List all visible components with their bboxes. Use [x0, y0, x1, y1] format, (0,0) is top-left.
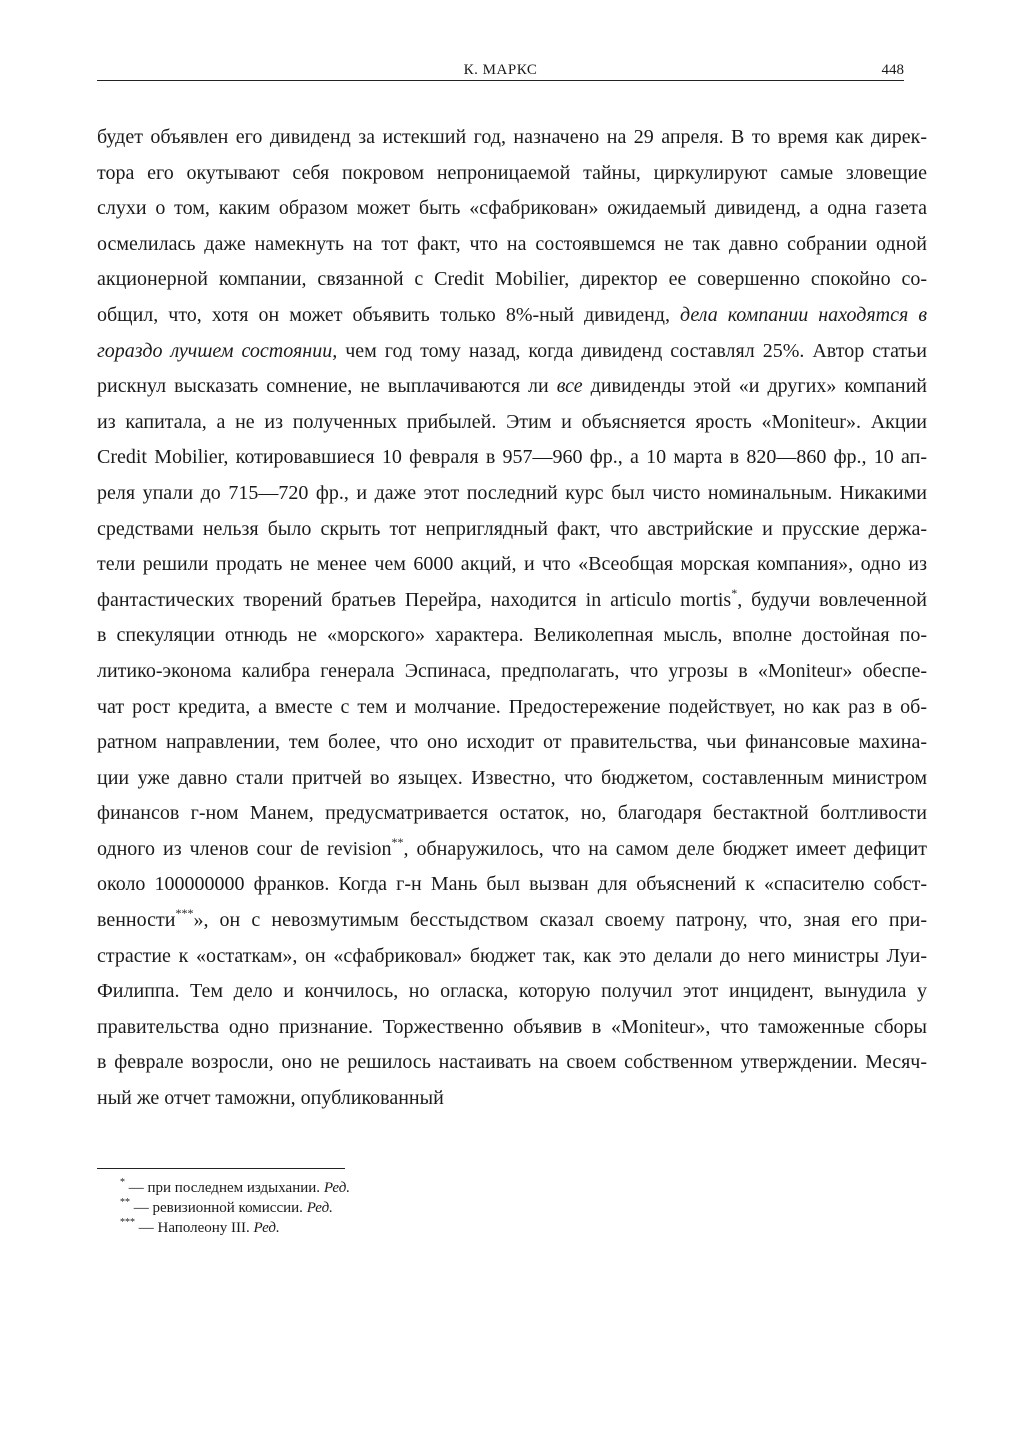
text-line — [97, 832, 927, 868]
text-line: будет объявлен его дивиденд за истекший год, назначено на 29 апреля. В то время как дирек- — [97, 126, 927, 148]
header-title: К. МАРКС — [463, 62, 538, 78]
footnote — [120, 1198, 350, 1218]
text-line: из капитала, а не из полученных прибылей. Этим и объясняется ярость «Moniteur». Акции — [97, 410, 927, 433]
text-line: тели решили продать не менее чем 6000 акций, и что «Всеобщая морская компания», одно из — [97, 553, 927, 576]
text-line: осмелилась даже намекнуть на тот факт, что на состоявшемся не так давно собрании одной — [97, 232, 927, 255]
page-number: 448 — [881, 62, 904, 78]
text-line: реля упали до 715—720 фр., и даже этот последний курс был чисто номинальным. Никакими — [97, 481, 927, 504]
text-segment: фантастических творений братьев Перейра, находится in articulo mortis — [97, 588, 732, 611]
text-line: в спекуляции отнюдь не «морского» характера. Великолепная мысль, вполне достойная по- — [97, 624, 927, 647]
footnote-text: — при последнем издыхании. — [125, 1180, 324, 1196]
text-line: тора его окутывают себя покровом непроницаемой тайны, циркулируют самые зловещие — [97, 161, 927, 184]
footnote-marker: *** — [175, 906, 194, 921]
text-line: средствами нельзя было скрыть тот неприглядный факт, что австрийские и прусские держа- — [97, 517, 927, 540]
main-text — [97, 120, 927, 1117]
text-segment: дивиденды этой «и других» компаний — [590, 375, 927, 398]
footnote — [120, 1178, 350, 1198]
footnote-mark: *** — [120, 1217, 135, 1228]
text-segment: , будучи вовлеченной — [737, 588, 927, 611]
text-segment: рискнул высказать сомнение, не выплачиваются ли — [97, 375, 549, 398]
footnote-mark: ** — [120, 1197, 130, 1208]
text-line: страстие к «остаткам», он «сфабриковал» бюджет так, как это делали до него министры Луи- — [97, 944, 927, 967]
text-line: ный же отчет таможни, опубликованный — [97, 1087, 444, 1110]
italic-text: гораздо лучшем состоянии, — [97, 339, 338, 362]
text-line: ции уже давно стали притчей во языцех. Известно, что бюджетом, составленным министром — [97, 766, 927, 789]
text-line: чат рост кредита, а вместе с тем и молчание. Предостережение подействует, но как раз в об- — [97, 695, 927, 718]
text-segment: », он с невозмутимым бесстыдством сказал своему патрону, что, зная его при- — [193, 909, 927, 932]
text-line: Credit Mobilier, котировавшиеся 10 февраля в 957—960 фр., а 10 марта в 820—860 фр., 10 ап- — [97, 446, 927, 469]
text-line: литико-эконома калибра генерала Эспинаса, предполагать, что угрозы в «Moniteur» обеспе- — [97, 659, 927, 682]
footnote-marker: * — [731, 585, 738, 600]
text-line — [97, 334, 927, 370]
italic-text: дела компании находятся в — [679, 303, 928, 326]
text-line: Филиппа. Тем дело и кончилось, но огласка, которую получил этот инцидент, вынудила у — [97, 980, 927, 1003]
footnote-editor: Ред. — [306, 1200, 333, 1216]
text-line: около 100000000 франков. Когда г-н Мань был вызван для объяснений к «спасителю собст- — [97, 873, 927, 896]
text-line: ратном направлении, тем более, что оно исходит от правительства, чьи финансовые махина- — [97, 731, 927, 754]
footnote-mark: * — [120, 1177, 125, 1188]
footnote — [120, 1218, 350, 1238]
text-line — [97, 903, 927, 939]
footnote-text: — Наполеону III. — [135, 1220, 254, 1236]
text-line — [97, 369, 927, 405]
footnote-separator — [97, 1168, 345, 1169]
text-segment: , обнаружилось, что на самом деле бюджет имеет дефицит — [403, 837, 927, 860]
text-line: в феврале возросли, оно не решилось настаивать на своем собственном утверждении. Месяч- — [97, 1051, 927, 1074]
footnote-editor: Ред. — [253, 1220, 280, 1236]
footnote-marker: ** — [391, 834, 404, 849]
running-header — [97, 60, 904, 81]
footnote-text: — ревизионной комиссии. — [130, 1200, 307, 1216]
text-line: правительства одно признание. Торжественно объявив в «Moniteur», что таможенные сборы — [97, 1015, 927, 1038]
text-segment: венности — [97, 909, 176, 932]
italic-text: все — [556, 375, 583, 398]
text-line: слухи о том, каким образом может быть «сфабрикован» ожидаемый дивиденд, а одна газета — [97, 197, 927, 220]
text-segment: чем год тому назад, когда дивиденд составлял 25%. Автор статьи — [345, 339, 927, 362]
text-line — [97, 583, 927, 619]
text-line: акционерной компании, связанной с Credit Mobilier, директор ее совершенно спокойно со- — [97, 268, 927, 291]
text-segment: одного из членов cour de revision — [97, 837, 392, 860]
text-segment: общил, что, хотя он может объявить только 8%-ный дивиденд, — [97, 303, 670, 326]
footnotes — [120, 1178, 350, 1238]
text-line: финансов г-ном Манем, предусматривается остаток, но, благодаря бестактной болтливости — [97, 802, 927, 825]
footnote-editor: Ред. — [323, 1180, 351, 1196]
text-line — [97, 298, 927, 334]
